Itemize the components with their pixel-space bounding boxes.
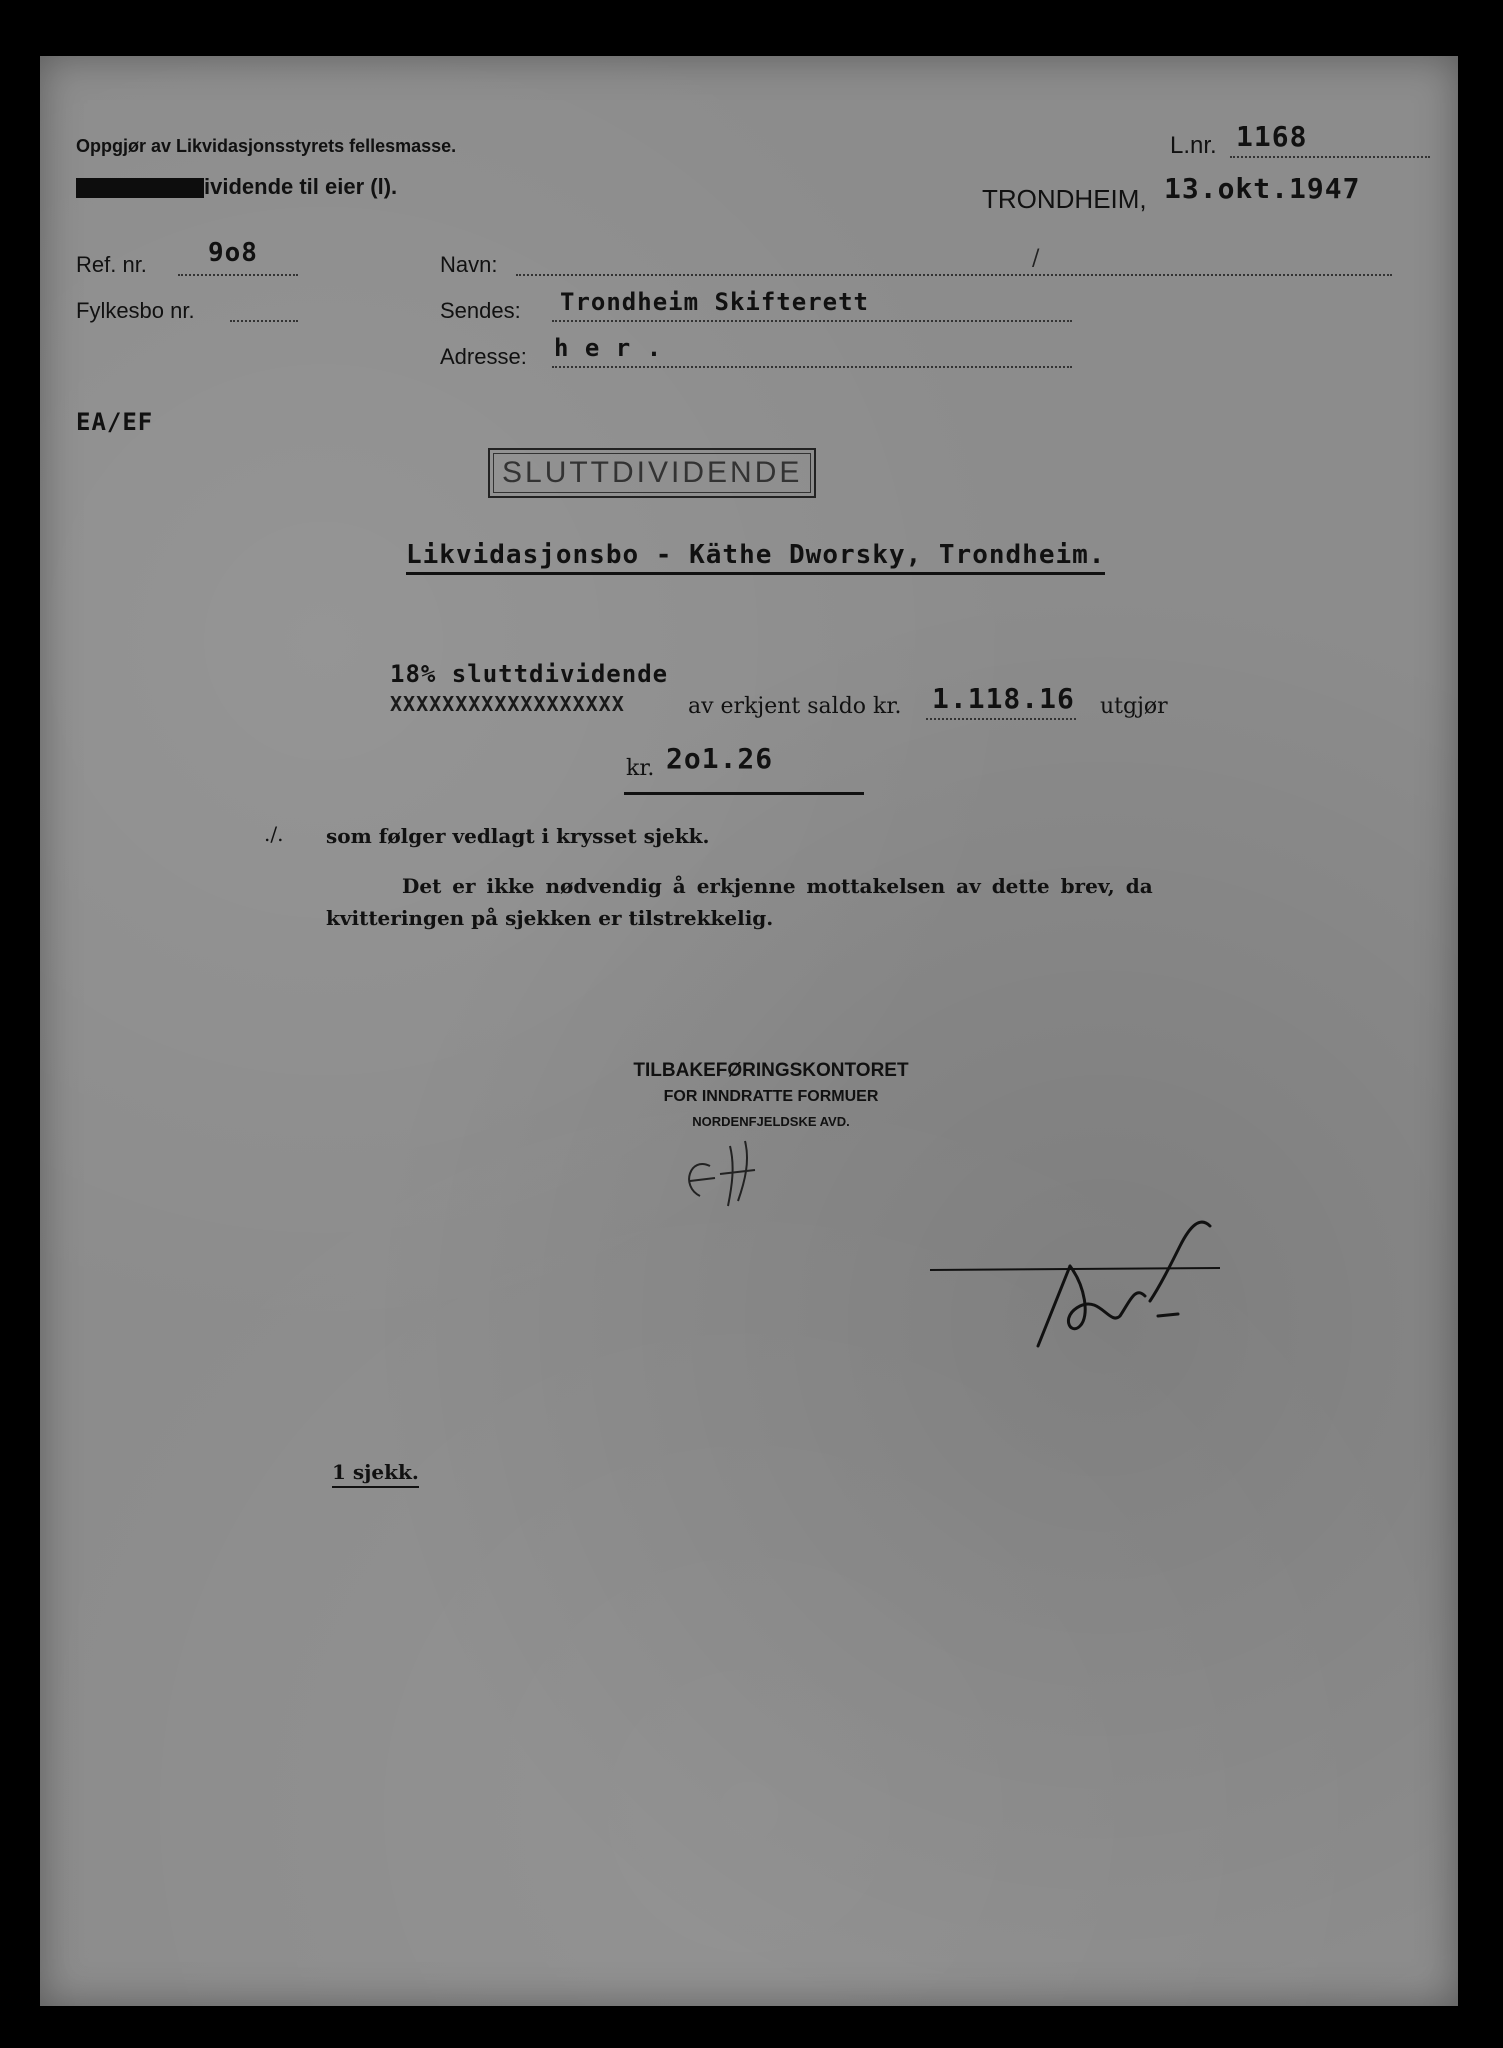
- city-label: TRONDHEIM,: [982, 184, 1147, 214]
- adresse-value: h e r .: [554, 334, 663, 362]
- header-line-1: Oppgjør av Likvidasjonsstyrets fellesmasse.: [76, 136, 457, 156]
- body-line-1: som følger vedlagt i krysset sjekk.: [326, 824, 710, 848]
- dividend-struck-text: XXXXXXXXXXXXXXXXXX: [390, 692, 625, 716]
- lnr-value: 1168: [1236, 120, 1308, 153]
- date-value: 13.okt.1947: [1164, 172, 1361, 205]
- utgjor-text: utgjør: [1100, 694, 1168, 719]
- body-paragraph-line-2: kvitteringen på sjekken er tilstrekkelig.: [326, 906, 774, 930]
- navn-dotted-line: [516, 274, 1392, 276]
- sendes-label: Sendes:: [440, 298, 521, 323]
- ref-value: 9o8: [208, 238, 258, 268]
- kr-label: kr.: [626, 756, 655, 781]
- navn-slash-mark: /: [1032, 246, 1040, 271]
- dividend-middle-text: av erkjent saldo kr.: [688, 694, 902, 719]
- saldo-dotted-line: [926, 718, 1076, 720]
- enclosure-note: 1 sjekk.: [332, 1460, 419, 1488]
- enclosure-mark: ./.: [264, 822, 284, 846]
- sluttdividende-stamp: SLUTTDIVIDENDE: [488, 448, 816, 498]
- amount-underline: [624, 792, 864, 795]
- ref-label: Ref. nr.: [76, 252, 147, 277]
- header-line-2: [76, 174, 397, 200]
- sendes-value: Trondheim Skifterett: [560, 288, 869, 316]
- sendes-dotted-line: [552, 320, 1072, 322]
- adresse-label: Adresse:: [440, 344, 527, 369]
- document-page: [40, 56, 1458, 2006]
- ref-dotted-line: [178, 274, 298, 276]
- sender-line-3: NORDENFJELDSKE AVD.: [692, 1114, 850, 1129]
- redaction-block: [76, 178, 204, 198]
- adresse-dotted-line: [552, 366, 1072, 368]
- fylkesbo-label: Fylkesbo nr.: [76, 298, 195, 323]
- dividend-line-top: 18% sluttdividende: [390, 660, 669, 688]
- saldo-value: 1.118.16: [932, 682, 1075, 715]
- handwritten-initials-mark: [660, 1126, 800, 1216]
- lnr-label: L.nr.: [1170, 132, 1217, 159]
- document-title: Likvidasjonsbo - Käthe Dworsky, Trondheim.: [406, 540, 1105, 575]
- body-paragraph-line-1: Det er ikke nødvendig å erkjenne mottakelsen av dette brev, da: [402, 874, 1153, 898]
- sender-line-2: FOR INNDRATTE FORMUER: [663, 1088, 879, 1105]
- sender-line-1: TILBAKEFØRINGSKONTORET: [633, 1060, 909, 1081]
- header-line-2-text: ividende til eier (l).: [204, 174, 398, 199]
- initials: EA/EF: [76, 408, 154, 436]
- amount-value: 2o1.26: [666, 742, 774, 775]
- signature-mark: [920, 1206, 1250, 1386]
- lnr-dotted-line: [1230, 156, 1430, 158]
- navn-label: Navn:: [440, 252, 498, 277]
- fylkesbo-dotted-line: [230, 320, 298, 322]
